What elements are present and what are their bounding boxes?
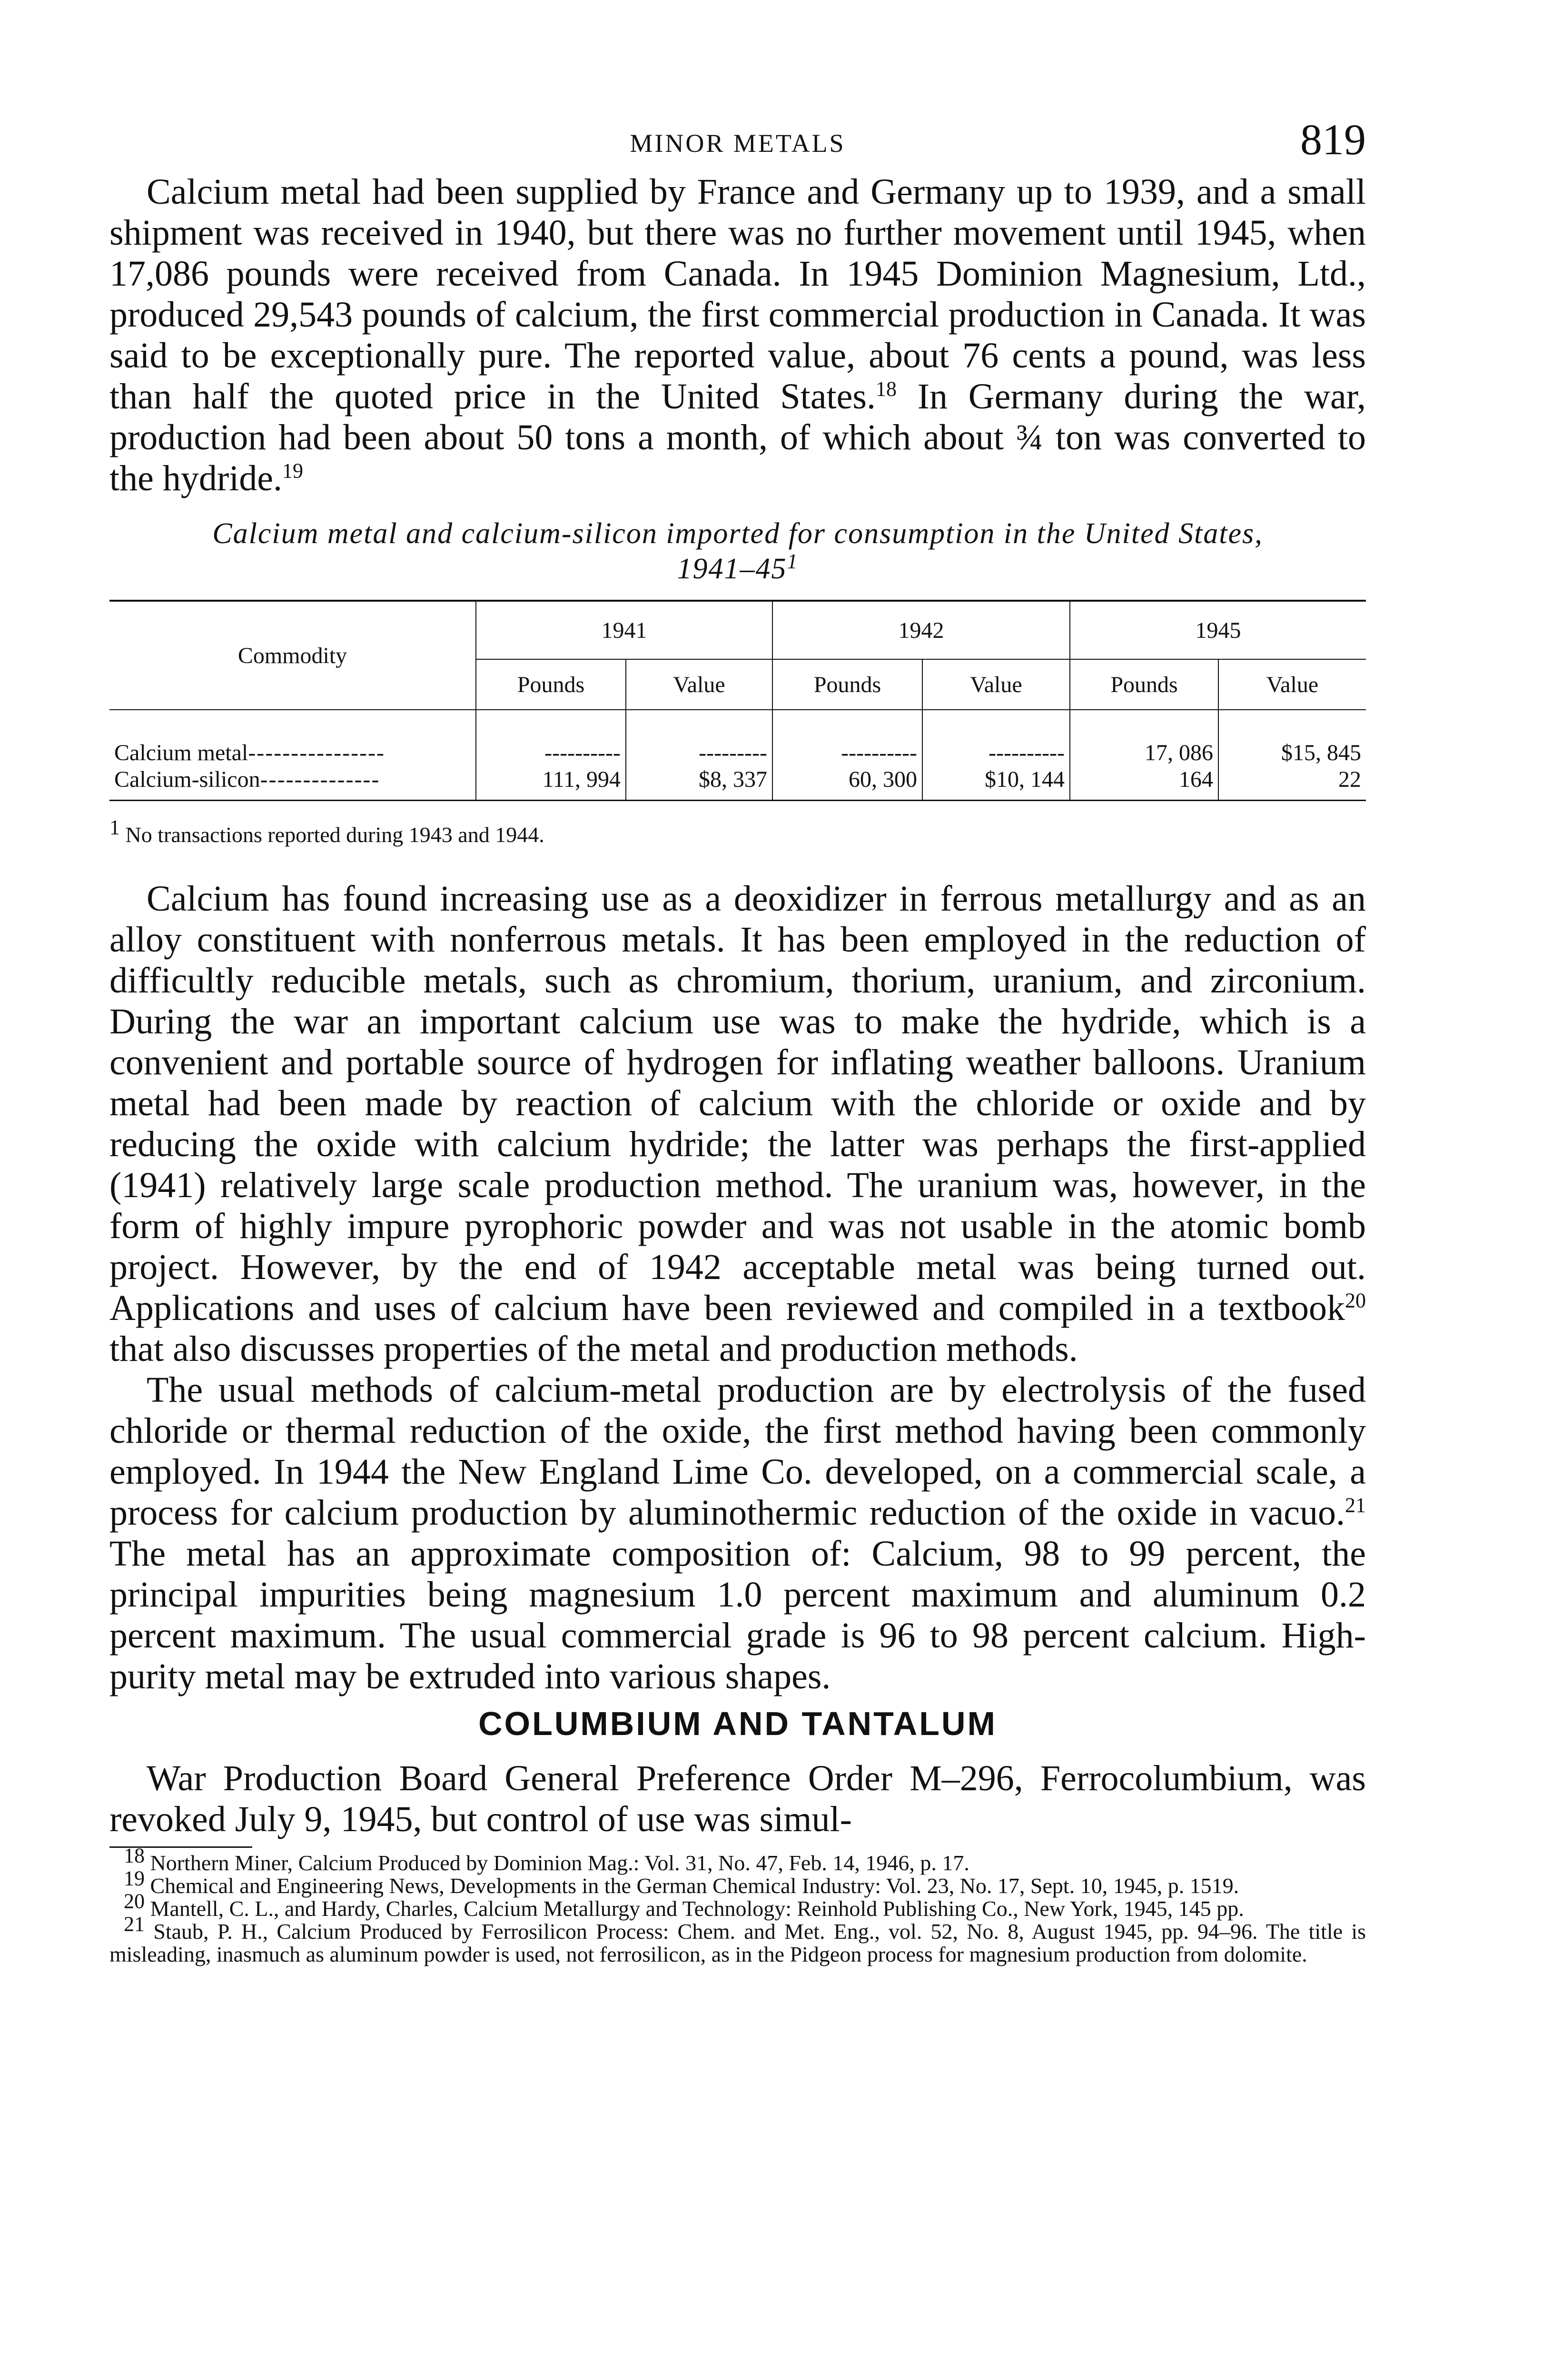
footnote-text: Chemical and Engineering News, Developments in the German Chemical Industry: Vol. 23, No. 17, Sept. 10, 1945, p. 1519. <box>150 1874 1239 1898</box>
footnote-mark: 19 <box>124 1866 145 1890</box>
table-note-text: No transactions reported during 1943 and 1944. <box>125 823 544 847</box>
page-number: 819 <box>1300 115 1366 164</box>
paragraph-calcium-uses <box>109 878 1366 1369</box>
column-header-value: Value <box>1218 659 1366 710</box>
column-header-year: 1945 <box>1070 601 1366 659</box>
row-label <box>109 710 476 765</box>
footnote-ref[interactable]: 21 <box>1345 1493 1366 1517</box>
footnote-text: Staub, P. H., Calcium Produced by Ferrosilicon Process: Chem. and Met. Eng., vol. 52, No. 8, August 1945, pp. 94–96. The title is misleading, inasmuch as aluminum powder is used, not ferrosilicon, as in the Pidgeon process for magnesium production from dolomite. <box>109 1919 1366 1966</box>
calcium-imports-table <box>109 600 1366 801</box>
footnote-ref[interactable]: 18 <box>875 377 897 401</box>
table-footnote <box>109 815 1366 848</box>
table-cell: --------- <box>626 710 772 765</box>
commodity-name: Calcium-silicon <box>114 767 260 792</box>
paragraph-text: In Germany during the war, production had been about 50 tons a month, of which about ¾ ton was converted to the hydride. <box>109 377 1366 498</box>
table-cell: $15, 845 <box>1218 710 1366 765</box>
footnote <box>109 1912 1366 1966</box>
table-row <box>109 710 1366 765</box>
footnote-mark: 18 <box>124 1844 145 1867</box>
table-cell: $10, 144 <box>922 765 1070 801</box>
footnote-mark: 21 <box>124 1912 145 1936</box>
table-cell: ---------- <box>922 710 1070 765</box>
paragraph-calcium-supply <box>109 171 1366 499</box>
footnote-text: Mantell, C. L., and Hardy, Charles, Calcium Metallurgy and Technology: Reinhold Publishing Co., New York, 1945, 145 pp. <box>150 1896 1244 1921</box>
footnote <box>109 1866 1366 1898</box>
paragraph-text: that also discusses properties of the metal and production methods. <box>109 1329 1078 1369</box>
column-header-pounds: Pounds <box>476 659 626 710</box>
paragraph-text: The metal has an approximate composition of: Calcium, 98 to 99 percent, the principal impurities being magnesium 1.0 percent maximum and aluminum 0.2 percent maximum. The usual commercial grade is 96 to 98 percent calcium. High-purity metal may be extruded into various shapes. <box>109 1534 1366 1696</box>
running-head <box>109 114 1366 171</box>
table-cell: 17, 086 <box>1070 710 1218 765</box>
caption-line: Calcium metal and calcium-silicon imported for consumption in the United States, <box>212 517 1263 550</box>
table-cell: 164 <box>1070 765 1218 801</box>
table-note-ref[interactable]: 1 <box>787 549 799 573</box>
commodity-name: Calcium metal <box>114 740 248 765</box>
table-row <box>109 765 1366 801</box>
column-header-year: 1941 <box>476 601 772 659</box>
paragraph-columbium <box>109 1758 1366 1840</box>
paragraph-calcium-production <box>109 1369 1366 1697</box>
column-header-pounds: Pounds <box>1070 659 1218 710</box>
column-header-value: Value <box>922 659 1070 710</box>
column-header-value: Value <box>626 659 772 710</box>
running-title: MINOR METALS <box>630 129 846 158</box>
row-label <box>109 765 476 801</box>
caption-line: 1941–45 <box>677 553 787 585</box>
paragraph-text: War Production Board General Preference Order M–296, Ferrocolumbium, was revoked July 9, 1945, but control of use was simul- <box>109 1758 1366 1839</box>
column-header-year: 1942 <box>772 601 1070 659</box>
paragraph-text: Calcium metal had been supplied by France and Germany up to 1939, and a small shipment was received in 1940, but there was no further movement until 1945, when 17,086 pounds were received from Canada. In 1945 Dominion Magnesium, Ltd., produced 29,543 pounds of calcium, the first commercial production in Canada. It was said to be exceptionally pure. The reported value, about 76 cents a pound, was less than half the quoted price in the United States. <box>109 172 1366 416</box>
footnote-text: Northern Miner, Calcium Produced by Dominion Mag.: Vol. 31, No. 47, Feb. 14, 1946, p. 17. <box>150 1851 969 1875</box>
table-cell: ---------- <box>476 710 626 765</box>
table-cell: 111, 994 <box>476 765 626 801</box>
dot-leader: -------------- <box>260 767 380 792</box>
table-cell: $8, 337 <box>626 765 772 801</box>
table-note-mark: 1 <box>109 815 120 839</box>
paragraph-text: The usual methods of calcium-metal production are by electrolysis of the fused chloride or thermal reduction of the oxide, the first method having been commonly employed. In 1944 the New England Lime Co. developed, on a commercial scale, a process for calcium production by aluminothermic reduction of the oxide in vacuo. <box>109 1370 1366 1533</box>
dot-leader: ---------------- <box>248 740 385 765</box>
footnotes <box>109 1844 1366 1966</box>
section-heading: COLUMBIUM AND TANTALUM <box>478 1705 997 1742</box>
footnote <box>109 1889 1366 1921</box>
footnote-ref[interactable]: 20 <box>1345 1289 1366 1312</box>
table-cell: 60, 300 <box>772 765 922 801</box>
table-cell: ---------- <box>772 710 922 765</box>
column-header-pounds: Pounds <box>772 659 922 710</box>
footnote-ref[interactable]: 19 <box>282 459 304 483</box>
book-page <box>109 114 1366 1966</box>
table-cell: 22 <box>1218 765 1366 801</box>
paragraph-text: Calcium has found increasing use as a deoxidizer in ferrous metallurgy and as an alloy constituent with nonferrous metals. It has been employed in the reduction of difficultly reducible metals, such as chromium, thorium, uranium, and zirconium. During the war an important calcium use was to make the hydride, which is a convenient and portable source of hydrogen for inflating weather balloons. Uranium metal had been made by reaction of calcium with the chloride or oxide and by reducing the oxide with calcium hydride; the latter was perhaps the first-applied (1941) relatively large scale production method. The uranium was, however, in the form of highly impure pyrophoric powder and was not usable in the atomic bomb project. However, by the end of 1942 acceptable metal was being turned out. Applications and uses of calcium have been reviewed and compiled in a textbook <box>109 879 1366 1328</box>
column-header-commodity: Commodity <box>109 601 476 710</box>
footnote <box>109 1844 1366 1875</box>
table-caption <box>109 516 1366 586</box>
footnote-mark: 20 <box>124 1889 145 1913</box>
